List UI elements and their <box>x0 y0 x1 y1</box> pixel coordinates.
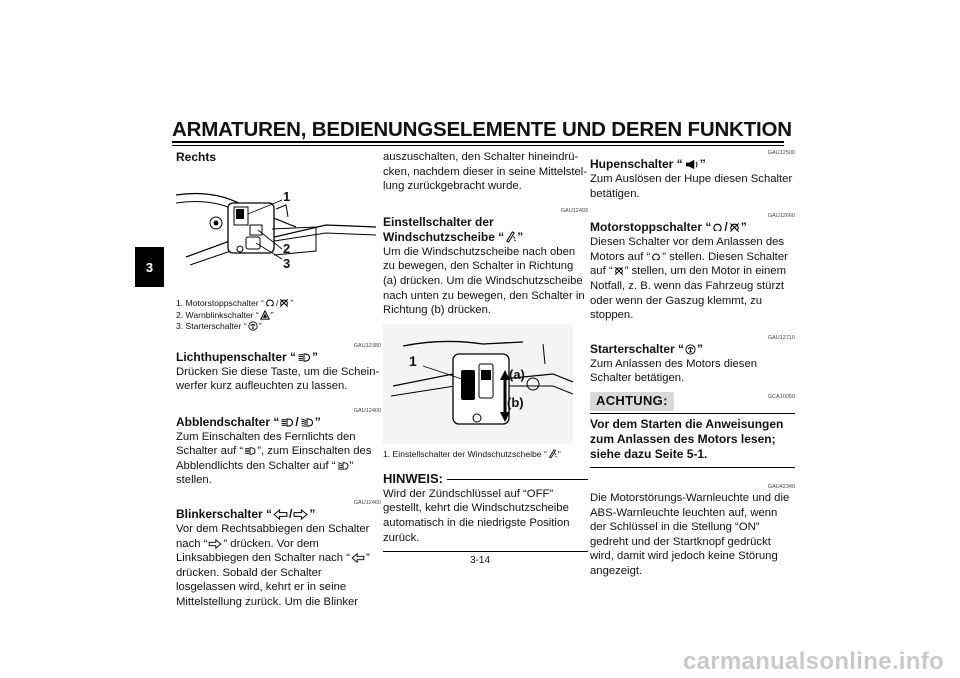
heading-blinkerschalter: Blinkerschalter “ / ” <box>176 507 316 522</box>
figure-label-1: 1 <box>283 189 291 204</box>
achtung-label: ACHTUNG: <box>590 392 674 411</box>
code-motorstopp: GAU12660 <box>767 213 795 220</box>
hazard-warning-icon <box>260 310 270 320</box>
text-windschutz: Um die Windschutzscheibe nach oben zu bewegen, den Schalter in Richtung (a) drücken. Um die Windschutzscheibe nach unten zu bewegen, den Schalter in Richtung (b) drücken. <box>383 245 585 317</box>
run-icon <box>651 252 661 262</box>
headlight-low-icon <box>337 461 349 471</box>
heading-starterschalter: Starterschalter “ ” <box>590 341 704 356</box>
hinweis-label: HINWEIS: <box>383 472 447 487</box>
figure-windshield-switch <box>383 324 573 444</box>
figure-label-3: 3 <box>283 256 291 271</box>
column-1 <box>176 150 381 610</box>
headlight-high-icon <box>297 352 311 363</box>
turn-right-icon <box>293 509 308 520</box>
page-title: ARMATUREN, BEDIENUNGSELEMENTE UND DEREN FUNKTION <box>172 118 792 141</box>
column-3 <box>590 150 795 579</box>
achtung-rule-bottom <box>590 467 795 468</box>
hinweis-rule-bottom <box>383 551 588 552</box>
achtung-rule-top <box>590 413 795 415</box>
chapter-tab: 3 <box>135 247 164 287</box>
run-icon <box>712 222 723 233</box>
caption-2: 2. Warnblinkschalter “ ” <box>176 309 274 320</box>
column-2 <box>383 150 588 552</box>
text-starter: Zum Anlassen des Motors diesen Schalter betätigen. <box>590 357 758 385</box>
code-lichthupe: GAU12380 <box>353 342 381 349</box>
windshield-icon <box>548 448 557 459</box>
code-starter: GAU12710 <box>767 334 795 341</box>
figure-label-a: (a) <box>509 366 525 382</box>
heading-abblendschalter: Abblendschalter “ / ” <box>176 414 321 429</box>
headlight-high-icon <box>244 446 256 456</box>
header-rule-top <box>172 141 784 143</box>
figure-label-b: (b) <box>507 394 524 410</box>
text-lichthupe: Drücken Sie diese Taste, um die Scheinwerfer kurz aufleuchten zu lassen. <box>176 365 380 393</box>
heading-hupenschalter: Hupenschalter “ ” <box>590 157 706 171</box>
code-abblend: GAU12400 <box>353 407 381 414</box>
text-motorstopp: Diesen Schalter vor dem Anlassen des Motors auf “ ” stellen. Diesen Schalter auf “ ” stellen, um den Motor in einem Notfall, z. B. wenn das Fahrzeug stürzt oder wenn der Gaszug klemmt, zu stoppen. <box>590 236 788 322</box>
watermark: carmanualsonline.info <box>682 648 944 675</box>
code-achtung: GCA10050 <box>767 393 795 400</box>
text-achtung: Vor dem Starten die Anweisungen zum Anlassen des Motors lesen; siehe dazu Seite 5-1. <box>590 417 784 462</box>
text-blinker-continued: auszuschalten, den Schalter hineindrücken, nachdem dieser in seine Mittelstellung zurückgebracht wurde. <box>383 151 588 193</box>
run-icon <box>265 298 275 308</box>
figure-label-2: 2 <box>283 241 291 256</box>
hinweis-box <box>383 472 588 552</box>
windshield-icon <box>505 230 516 243</box>
turn-right-icon <box>208 539 222 549</box>
header-rule-bottom <box>172 145 784 146</box>
heading-windschutz-2: Windschutzscheibe “ ” <box>383 229 524 244</box>
text-blinker: Vor dem Rechtsabbiegen den Schalter nach “ ” drücken. Vor dem Linksabbiegen den Schalter nach “ ” drücken. Sobald der Schalter losgelassen wird, kehrt er in seine Mittelstellung zurück. Um die Blinker <box>176 523 370 609</box>
hinweis-rule-top <box>447 479 588 480</box>
text-abs: Die Motorstörungs-Warnleuchte und die ABS-Warnleuchte leuchten auf, wenn der Schlüssel in die Stellung “ON” gedreht und der Startknopf gedrückt wird, damit wird jedoch keine Störung angezeigt. <box>590 492 790 577</box>
caption-1: 1. Motorstoppschalter “ / ” <box>176 298 294 308</box>
text-abblend: Zum Einschalten des Fernlichts den Schalter auf “ ”, zum Einschalten des Abblendlichts den Schalter auf “ ” stellen. <box>176 430 372 487</box>
text-hupe: Zum Auslösen der Hupe diesen Schalter betätigen. <box>590 173 793 200</box>
heading-windschutz-1: Einstellschalter der <box>383 214 494 229</box>
switch-illustration <box>383 324 573 444</box>
caption-3: 3. Starterschalter “ ” <box>176 321 262 331</box>
stop-icon <box>279 298 289 308</box>
code-hupe: GAU12500 <box>767 150 795 156</box>
code-windschutz: GAU12493 <box>560 207 588 214</box>
heading-lichthupenschalter: Lichthupenschalter “ ” <box>176 349 319 364</box>
handlebar-illustration <box>176 169 381 284</box>
code-blinker: GAU12460 <box>353 500 381 507</box>
heading-motorstoppschalter: Motorstoppschalter “ / ” <box>590 220 747 235</box>
starter-icon <box>685 344 696 355</box>
text-hinweis: Wird der Zündschlüssel auf “OFF” gestellt, kehrt die Windschutzscheibe automatisch in die niedrigste Position zurück. <box>383 487 570 544</box>
code-abs: GAU42340 <box>767 484 795 491</box>
turn-left-icon <box>273 509 288 520</box>
section-title-rechts: Rechts <box>176 150 217 164</box>
stop-icon <box>614 266 624 276</box>
headlight-low-icon <box>300 417 314 428</box>
page-number: 3-14 <box>469 555 490 566</box>
figure-right-handlebar <box>176 169 381 284</box>
stop-icon <box>729 222 740 233</box>
figure-label-1: 1 <box>409 352 417 369</box>
starter-icon <box>248 321 258 331</box>
caption-windschutz: 1. Einstellschalter der Windschutzscheibe “ ” <box>383 448 561 459</box>
achtung-box <box>590 392 795 468</box>
headlight-high-icon <box>280 417 294 428</box>
horn-icon <box>684 159 699 170</box>
